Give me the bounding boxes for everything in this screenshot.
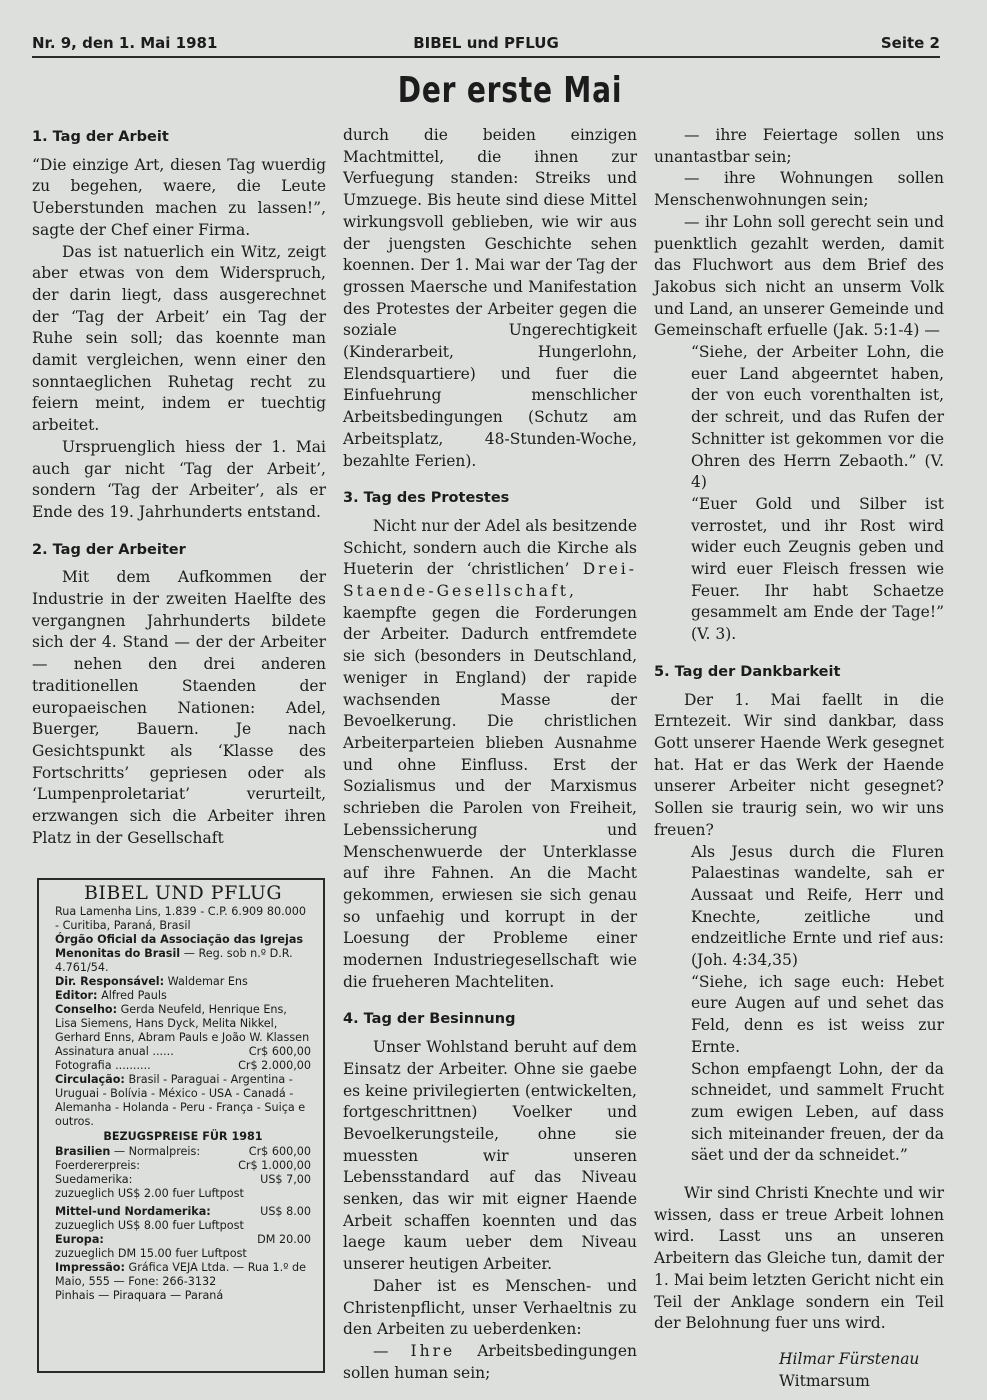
author-place: Witmarsum (779, 1371, 870, 1390)
column-2 (343, 125, 637, 1384)
imprint-printer: Impressão: Gráfica VEJA Ltda. — Rua 1.º de Maio, 555 — Fone: 266-3132 (55, 1261, 306, 1288)
imprint-title: BIBEL UND PFLUG (83, 882, 283, 904)
page-number: Seite 2 (880, 34, 940, 52)
imprint-address: Rua Lamenha Lins, 1.839 - C.P. 6.909 80.000 - Curitiba, Paraná, Brasil (55, 905, 306, 932)
section-heading: 1. Tag der Arbeit (32, 129, 169, 145)
paragraph: Der 1. Mai faellt in die Erntezeit. Wir sind dankbar, dass Gott unserer Haende Werk gesegnet hat. Hat er das Werk der Haende unserer Arbeiter nicht gesegnet? Sollen sie traurig sein, wo wir uns freuen? (654, 690, 944, 839)
section-heading: 4. Tag der Besinnung (343, 1011, 516, 1028)
publication-name: BIBEL und PFLUG (413, 34, 559, 52)
quote: “Euer Gold und Silber ist verrostet, und ihr Rost wird wider euch Zeugnis geben und wird euer Fleisch fressen wie Feuer. Ihr habt Schaetze gesammelt am Ende der Tage!” (V. 3). (691, 494, 944, 644)
airmail-row: zuzueglich US$ 8.00 fuer Luftpost (55, 1219, 244, 1232)
price-row: Brasilien — Normalpreis: Cr$ 600,00 (55, 1145, 311, 1158)
paragraph: Das ist natuerlich ein Witz, zeigt aber etwas von dem Widerspruch, der darin liegt, dass ausgerechnet der ‘Tag der Arbeit’ ein Tag der Ruhe sein soll; das koennte man damit vergleichen, wenn einer den sonntaeglichen Ruhetag recht zu feiern meint, indem er tuechtig arbeitet. (32, 242, 326, 435)
paragraph: Nicht nur der Adel als besitzende Schicht, sondern auch die Kirche als Hueterin der ‘christlichen’ Drei-Staende-Gesellschaft, kaempfte gegen die Forderungen der Arbeiter. Dadurch entfremdete sie sich (besonders in Deutschland, weniger in England) der rapide wachsenden Masse der Bevoelkerung. Die christlichen Arbeiterparteien blieben Ausnahme und ohne Einfluss. Erst der Sozialismus und der Marxismus schrieben die Parolen von Freiheit, Lebenssicherung und Menschenwuerde der Unterklasse auf ihre Fahnen. An die Macht gekommen, erwiesen sie sich genau so unfaehig und korrupt in der Loesung der Probleme einer modernen Industriegesellschaft wie die frueheren Machteliten. (343, 516, 637, 991)
section-heading: 3. Tag des Protestes (343, 490, 510, 507)
quote: Schon empfaengt Lohn, der da schneidet, und sammelt Frucht zum ewigen Leben, auf dass sich miteinander freuen, der da säet und der da schneidet.” (691, 1059, 944, 1165)
paragraph: — ihr Lohn soll gerecht sein und puenktlich gezahlt werden, damit das Fluchwort aus dem Brief des Jakobus sich nicht an unserm Volk und Land, an unserer Gemeinde und Gemeinschaft erfuelle (Jak. 5:1-4) — (654, 212, 944, 340)
paragraph: durch die beiden einzigen Machtmittel, die ihnen zur Verfuegung standen: Streiks und Umzuege. Bis heute sind diese Mittel wirkungsvoll geblieben, wie wir aus der juengsten Geschichte sehen koennen. Der 1. Mai war der Tag der grossen Maersche und Manifestation des Protestes der Arbeiter gegen die soziale Ungerechtigkeit (Kinderarbeit, Hungerlohn, Elendsquartiere) und fuer die Einfuehrung menschlicher Arbeitsbedingungen (Schutz am Arbeitsplatz, 48-Stunden-Woche, bezahlte Ferien). (343, 126, 637, 470)
price-row: Foerdererpreis: Cr$ 1.000,00 (55, 1159, 311, 1172)
quote: “Siehe, der Arbeiter Lohn, die euer Land abgeerntet haben, der von euch vorenthalten ist, der schreit, und das Rufen der Schnitter ist gekommen vor die Ohren des Herrn Zebaoth.” (V. 4) (691, 343, 944, 492)
imprint-council: Conselho: Gerda Neufeld, Henrique Ens, Lisa Siemens, Hans Dyck, Melita Nikkel, Gerhard Enns, Abram Pauls e João W. Klassen (55, 1003, 310, 1044)
paragraph: Wir sind Christi Knechte und wir wissen, dass er treue Arbeit lohnen wird. Lasst uns an unseren Arbeitern das Gleiche tun, damit der 1. Mai beim letzten Gericht nicht ein Teil der Anklage sondern ein Teil der Belohnung fuer uns wird. (654, 1184, 944, 1333)
page-header (32, 32, 940, 58)
author-signature: Hilmar Fürstenau (779, 1349, 920, 1368)
paragraph: — ihre Feiertage sollen uns unantastbar sein; (654, 126, 944, 166)
quote: “Siehe, ich sage euch: Hebet eure Augen auf und sehet das Feld, denn es ist weiss zur Ernte. (691, 972, 944, 1056)
imprint-editor: Editor: Alfred Pauls (55, 989, 167, 1002)
prices-heading: BEZUGSPREISE FÜR 1981 (103, 1130, 263, 1143)
paragraph: “Die einzige Art, diesen Tag wuerdig zu begehen, waere, die Leute Ueberstunden machen zu lassen!”, sagte der Chef einer Firma. (32, 155, 326, 239)
airmail-row: zuzueglich US$ 2.00 fuer Luftpost (55, 1187, 244, 1200)
imprint-organ: Órgão Oficial da Associação das Igrejas Menonitas do Brasil — Reg. sob n.º D.R. 4.761/54. (55, 933, 304, 974)
section-heading: 2. Tag der Arbeiter (32, 541, 186, 558)
issue-date: Nr. 9, den 1. Mai 1981 (32, 34, 218, 52)
paragraph: — ihre Wohnungen sollen Menschenwohnungen sein; (654, 169, 944, 210)
imprint-place: Pinhais — Piraquara — Paraná (55, 1289, 224, 1302)
airmail-row: zuzueglich DM 15.00 fuer Luftpost (55, 1247, 247, 1260)
quote: Als Jesus durch die Fluren Palaestinas wandelte, sah er Aussaat und Reife, Herr und Knechte, zeitliche und endzeitliche Ernte und rief aus: (Joh. 4:34,35) (691, 842, 944, 970)
column-1 (32, 125, 326, 850)
imprint-box (37, 878, 325, 1373)
article-title: Der erste Mai (397, 70, 623, 111)
section-heading: 5. Tag der Dankbarkeit (654, 663, 841, 680)
price-row: Fotografia .......... Cr$ 2.000,00 (55, 1059, 311, 1072)
column-3 (654, 125, 944, 1392)
paragraph: Unser Wohlstand beruht auf dem Einsatz der Arbeiter. Ohne sie gaebe es keine privilegierten (entwickelten, fortgeschrittnen) Voelker und Bevoelkerungsteile, ohne sie muessten wir unseren Lebensstandard auf das Niveau senken, das wir mit eigner Haende Arbeit schaffen koennten und das laege kaum ueber dem Niveau unserer heutigen Arbeiter. (343, 1038, 637, 1274)
paragraph: — Ihre Arbeitsbedingungen sollen human sein; (343, 1341, 637, 1382)
price-row: Assinatura anual ...... Cr$ 600,00 (55, 1045, 311, 1058)
paragraph: Daher ist es Menschen- und Christenpflicht, unser Verhaeltnis zu den Arbeiten zu ueberdenken: (343, 1276, 637, 1339)
price-row: Europa: DM 20.00 (55, 1233, 311, 1246)
price-row: Mittel-und Nordamerika: US$ 8.00 (55, 1205, 311, 1218)
paragraph: Urspruenglich hiess der 1. Mai auch gar nicht ‘Tag der Arbeit’, sondern ‘Tag der Arbeiter’, als er Ende des 19. Jahrhunderts entstand. (32, 437, 326, 521)
imprint-circulation: Circulação: Brasil - Paraguai - Argentina - Uruguai - Bolívia - México - USA - Canadá - Alemanha - Holanda - Peru - França - Suiça e outros. (55, 1073, 306, 1128)
paragraph: Mit dem Aufkommen der Industrie in der zweiten Haelfte des vergangnen Jahrhunderts bildete sich der 4. Stand — der der Arbeiter — nehen den drei anderen traditionellen Staenden der europaeischen Nationen: Adel, Buerger, Bauern. Je nach Gesichtspunkt als ‘Klasse des Fortschritts’ gepriesen oder als ‘Lumpenproletariat’ verurteilt, erzwangen sich die Arbeiter ihren Platz in der Gesellschaft (32, 568, 326, 847)
price-row: Suedamerika: US$ 7,00 (55, 1173, 311, 1186)
imprint-director: Dir. Responsável: Waldemar Ens (55, 975, 248, 988)
